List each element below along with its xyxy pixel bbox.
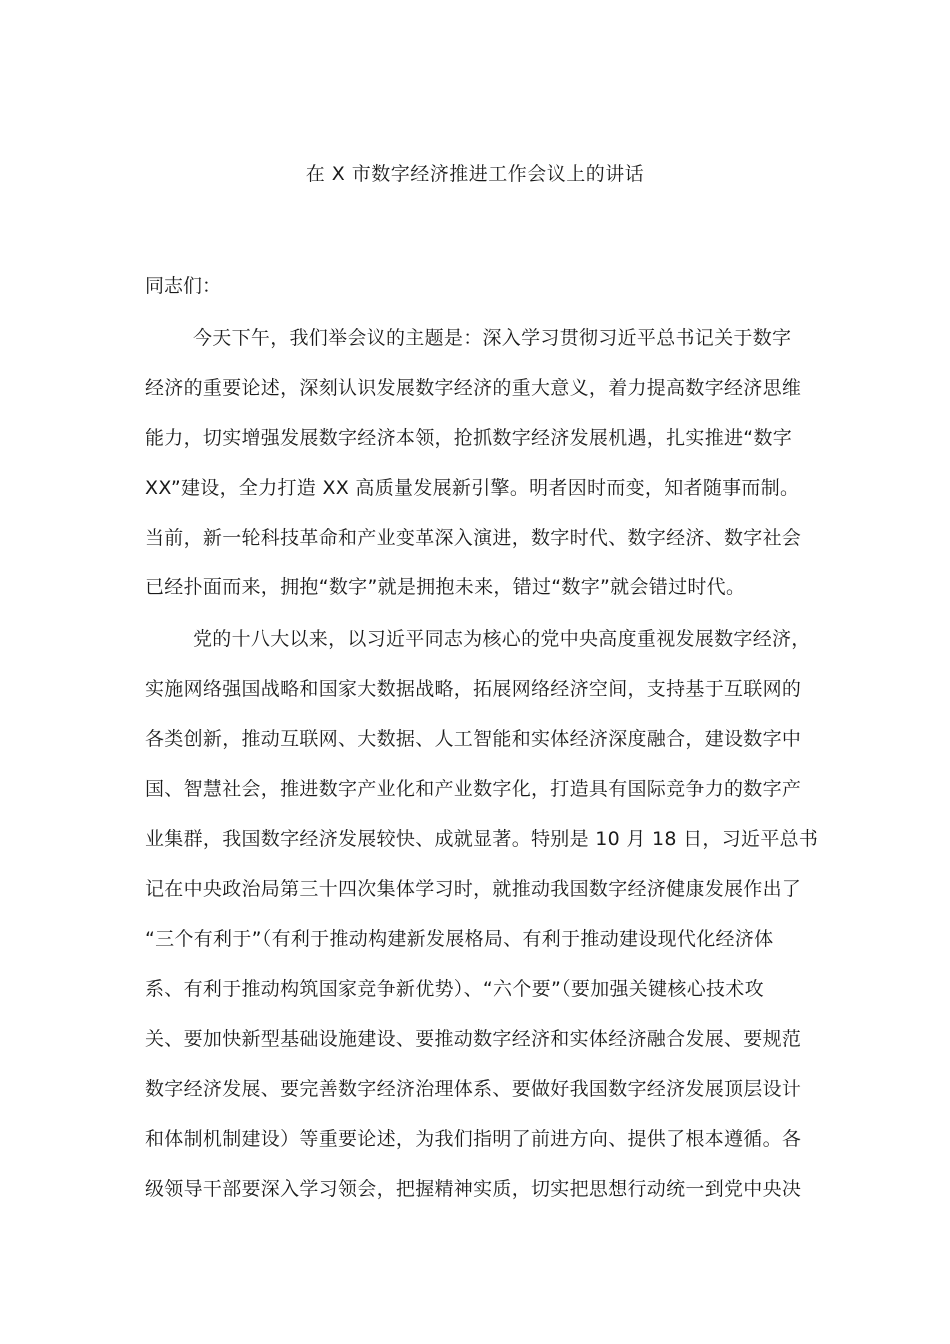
paragraph-line: 党的十八大以来，以习近平同志为核心的党中央高度重视发展数字经济， <box>193 628 811 650</box>
paragraph-line: 已经扑面而来，拥抱“数字”就是拥抱未来，错过“数字”就会错过时代。 <box>145 576 746 598</box>
paragraph-line: 当前，新一轮科技革命和产业变革深入演进，数字时代、数字经济、数字社会 <box>145 527 802 549</box>
document-title: 在 X 市数字经济推进工作会议上的讲话 <box>305 163 645 185</box>
paragraph-line: 业集群，我国数字经济发展较快、成就显著。特别是 10 月 18 日，习近平总书 <box>145 828 819 850</box>
paragraph-line: 系、有利于推动构筑国家竞争新优势）、“六个要”（要加强关键核心技术攻 <box>145 978 764 1000</box>
paragraph-line: 数字经济发展、要完善数字经济治理体系、要做好我国数字经济发展顶层设计 <box>145 1078 802 1100</box>
paragraph-line: 级领导干部要深入学习领会，把握精神实质，切实把思想行动统一到党中央决 <box>145 1178 802 1200</box>
paragraph-line: 实施网络强国战略和国家大数据战略，拓展网络经济空间，支持基于互联网的 <box>145 678 802 700</box>
paragraph-line: 今天下午，我们举会议的主题是：深入学习贯彻习近平总书记关于数字 <box>193 327 792 349</box>
paragraph-line: XX”建设，全力打造 XX 高质量发展新引擎。明者因时而变，知者随事而制。 <box>145 477 800 499</box>
paragraph-line: 经济的重要论述，深刻认识发展数字经济的重大意义，着力提高数字经济思维 <box>145 377 802 399</box>
paragraph-line: 国、智慧社会，推进数字产业化和产业数字化，打造具有国际竞争力的数字产 <box>145 778 802 800</box>
paragraph-line: 记在中央政治局第三十四次集体学习时，就推动我国数字经济健康发展作出了 <box>145 878 802 900</box>
paragraph-line: 能力，切实增强发展数字经济本领，抢抓数字经济发展机遇，扎实推进“数字 <box>145 427 793 449</box>
paragraph-line: “三个有利于”（有利于推动构建新发展格局、有利于推动建设现代化经济体 <box>145 928 774 950</box>
paragraph-line: 关、要加快新型基础设施建设、要推动数字经济和实体经济融合发展、要规范 <box>145 1028 802 1050</box>
salutation: 同志们： <box>145 275 222 297</box>
paragraph-line: 和体制机制建设）等重要论述，为我们指明了前进方向、提供了根本遵循。各 <box>145 1128 802 1150</box>
paragraph-line: 各类创新，推动互联网、大数据、人工智能和实体经济深度融合，建设数字中 <box>145 728 802 750</box>
